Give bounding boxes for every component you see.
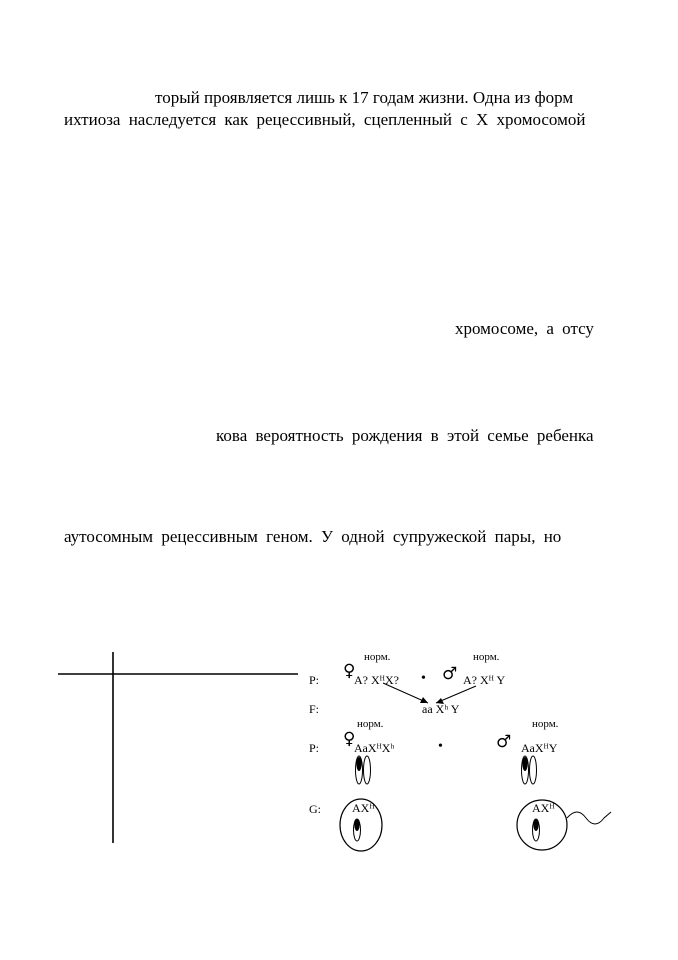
row-label-g: G: <box>309 802 321 816</box>
p1-cross-dot: • <box>421 671 426 686</box>
p2-female-genotype: АаXᴴXʰ <box>354 741 395 755</box>
text-line-3: хромосоме, а отсу <box>455 319 594 338</box>
p2-male-phenotype: норм. <box>532 718 559 730</box>
text-line-2: ихтиоза наследуется как рецессивный, сцепленный с X хромосомой <box>64 110 586 129</box>
gamete-female-label: АXᴴ <box>352 801 375 815</box>
row-label-f: F: <box>309 702 320 716</box>
sperm-tail <box>567 812 611 824</box>
chromosome-pair-female <box>356 756 371 784</box>
p2-cross-dot: • <box>438 739 443 754</box>
male-symbol-icon: ♂ <box>496 732 512 752</box>
chromosome-pair-male <box>522 756 537 784</box>
p2-male-genotype: АаXᴴY <box>521 741 558 755</box>
p2-female-phenotype: норм. <box>357 718 384 730</box>
p1-female-genotype: А? XᴴX? <box>354 673 399 687</box>
female-symbol-icon: ♀ <box>343 729 356 749</box>
text-line-5: аутосомным рецессивным геном. У одной супружеской пары, но <box>64 527 562 546</box>
row-label-p1: P: <box>309 673 320 687</box>
female-symbol-icon: ♀ <box>343 661 356 681</box>
f-child-genotype: аа Xʰ Y <box>422 702 460 716</box>
text-line-4: кова вероятность рождения в этой семье ребенка <box>216 426 594 445</box>
male-symbol-icon: ♂ <box>442 664 458 684</box>
p1-female-phenotype: норм. <box>364 651 391 663</box>
text-line-1: торый проявляется лишь к 17 годам жизни. Одна из форм <box>155 88 574 107</box>
p1-male-phenotype: норм. <box>473 651 500 663</box>
row-label-p2: P: <box>309 741 320 755</box>
p1-male-genotype: А? Xᴴ Y <box>463 673 506 687</box>
gamete-male-label: АXᴴ <box>532 801 555 815</box>
